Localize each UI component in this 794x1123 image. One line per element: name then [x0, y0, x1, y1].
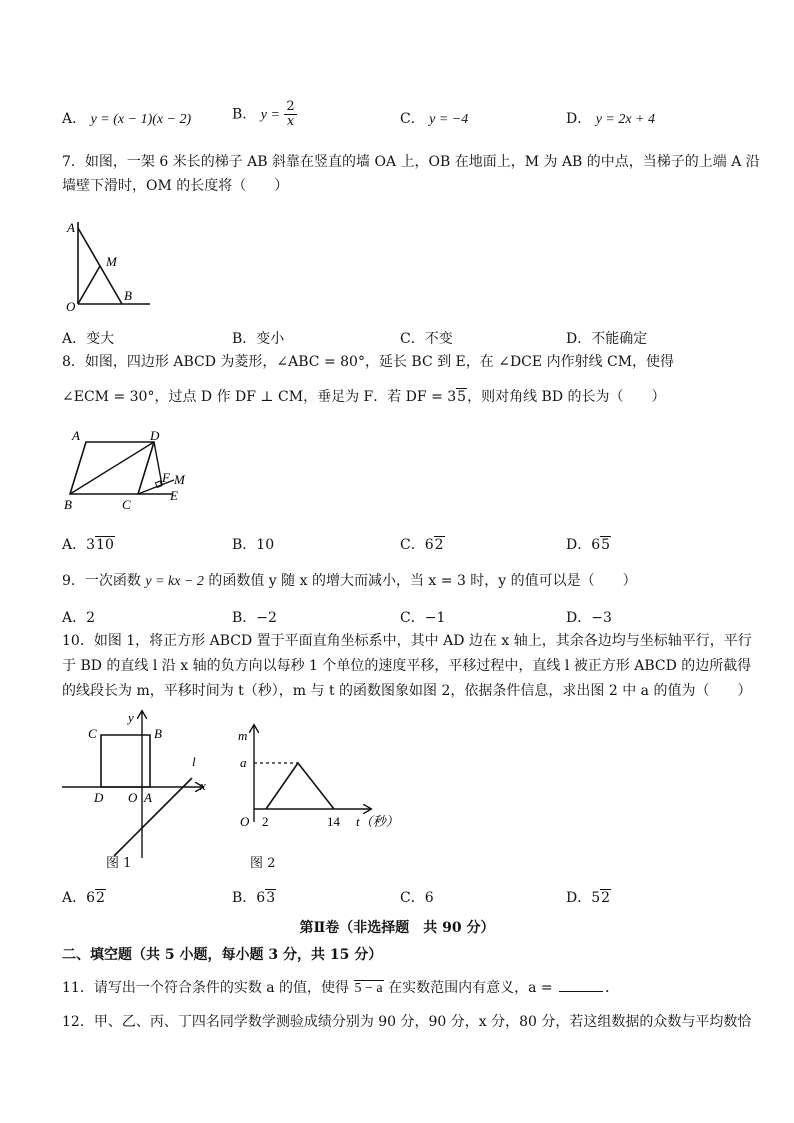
tick-label-2: 2	[262, 814, 269, 829]
coefficient: 6	[424, 537, 434, 553]
radicand: 10	[96, 537, 114, 553]
point-label-d: D	[94, 790, 104, 805]
option-math: y = −4	[429, 112, 469, 127]
option-label: C．	[400, 111, 425, 127]
value-label-a: a	[240, 755, 247, 770]
point-label-c: C	[122, 497, 131, 512]
om-segment	[78, 266, 100, 304]
point-label-b: B	[64, 497, 72, 512]
q8-stem-part: ，则对角线 BD 的长为（ ）	[467, 389, 666, 405]
answer-blank[interactable]	[559, 979, 603, 992]
q10-figure1	[62, 708, 218, 872]
option-label: D．	[566, 111, 592, 127]
coefficient: 5	[591, 890, 601, 906]
q10-stem-line1: 10．如图 1，将正方形 ABCD 置于平面直角坐标系中，其中 AD 边在 x 轴上，其余各边均与坐标轴平行，平行	[62, 633, 752, 649]
q6-option-a	[62, 108, 191, 128]
point-label-m: M	[174, 472, 185, 487]
option-label: D．	[566, 537, 592, 553]
option-label: A．	[62, 890, 87, 906]
option-math: y =	[260, 107, 280, 123]
point-label-e: E	[170, 488, 178, 503]
option-label: B．	[232, 890, 257, 906]
radicand: 5	[457, 389, 467, 405]
radicand: 2	[434, 537, 444, 553]
radicand: 3	[266, 890, 276, 906]
line-label-l: l	[192, 754, 196, 769]
q10-figure2	[230, 722, 410, 834]
q11-stem-part: ．	[605, 980, 620, 996]
q7-option-d: D．不能确定	[566, 331, 648, 347]
option-label: B．	[232, 106, 257, 123]
q11-stem	[62, 978, 619, 999]
q8-stem-line1: 8．如图，四边形 ABCD 为菱形，∠ABC = 80°，延长 BC 到 E，在 ∠DCE 内作射线 CM，使得	[62, 354, 675, 370]
q7-figure	[62, 214, 162, 318]
q8-figure	[62, 424, 202, 516]
point-label-o: O	[66, 299, 76, 314]
q11-stem-part: 11．请写出一个符合条件的实数 a 的值，使得	[62, 980, 354, 996]
q11-stem-part: 在实数范围内有意义，a =	[383, 980, 558, 996]
q9-stem	[62, 571, 637, 592]
fraction-numerator: 2	[286, 99, 295, 114]
q8-option-b: B．10	[232, 537, 275, 553]
coefficient: 6	[591, 537, 601, 553]
option-label: A．	[62, 537, 87, 553]
point-label-b: B	[124, 288, 132, 303]
q10-option-b	[232, 887, 276, 907]
fraction	[284, 100, 296, 129]
origin-label: O	[240, 814, 250, 829]
q7-option-a: A．变大	[62, 331, 115, 347]
q7-option-c: C．不变	[400, 331, 453, 347]
diagonal-bd	[70, 442, 154, 494]
coefficient: 3	[86, 537, 96, 553]
figure1-caption: 图 1	[106, 856, 132, 871]
q9-option-c: C．−1	[400, 610, 446, 626]
coefficient: 6	[256, 890, 266, 906]
q6-option-c	[400, 108, 468, 128]
point-label-c: C	[88, 726, 97, 741]
q10-stem-line2: 于 BD 的直线 l 沿 x 轴的负方向以每秒 1 个单位的速度平移，平移过程中，直线 l 被正方形 ABCD 的边所截得	[62, 658, 752, 674]
q8-option-a	[62, 534, 115, 554]
q10-option-d	[566, 887, 611, 907]
radicand: 2	[96, 890, 105, 906]
coefficient: 6	[86, 890, 96, 906]
q10-option-a	[62, 887, 106, 907]
axis-label-m: m	[238, 728, 248, 743]
right-angle-mark	[155, 481, 161, 487]
section-title: 第Ⅱ卷（非选择题 共 90 分）	[299, 920, 495, 936]
axis-label-x: x	[200, 778, 206, 793]
point-label-a: A	[72, 428, 80, 443]
option-math: y = 2x + 4	[595, 112, 656, 127]
point-label-o: O	[128, 790, 138, 805]
q8-stem-line2	[62, 387, 666, 407]
option-label: D．	[566, 890, 592, 906]
point-label-f: F	[162, 470, 170, 485]
point-label-a: A	[144, 790, 152, 805]
q6-option-b	[232, 100, 297, 129]
fraction-denominator: x	[286, 114, 295, 129]
q7-option-b: B．变小	[232, 331, 285, 347]
figure2-caption: 图 2	[250, 856, 276, 871]
axis-label-t: t（秒）	[356, 814, 399, 829]
q9-stem-part: 9．一次函数	[62, 573, 146, 589]
option-label: A．	[62, 111, 87, 127]
point-label-a: A	[67, 220, 75, 235]
point-label-b: B	[154, 726, 162, 741]
point-label-d: D	[150, 428, 160, 443]
q6-option-d	[566, 108, 655, 128]
fill-in-heading: 二、填空题（共 5 小题，每小题 3 分，共 15 分）	[62, 947, 383, 963]
q10-stem-line3: 的线段长为 m，平移时间为 t（秒），m 与 t 的函数图象如图 2，依据条件信息，求出图 2 中 a 的值为（ ）	[62, 683, 752, 699]
q7-stem-line2: 墙壁下滑时，OM 的长度将（ ）	[62, 178, 289, 194]
q8-option-c	[400, 534, 445, 554]
q9-stem-part: 的函数值 y 随 x 的增大而减小，当 x = 3 时，y 的值可以是（ ）	[203, 573, 637, 589]
q9-function: y = kx − 2	[145, 574, 204, 589]
q12-stem-line1: 12．甲、乙、丙、丁四名同学数学测验成绩分别为 90 分，90 分，x 分，80 分，若这组数据的众数与平均数恰	[62, 1014, 752, 1030]
axis-label-y: y	[128, 710, 134, 725]
m-t-graph	[266, 763, 334, 809]
q7-stem-line1: 7．如图，一架 6 米长的梯子 AB 斜靠在竖直的墙 OA 上，OB 在地面上，M 为 AB 的中点，当梯子的上端 A 沿	[62, 154, 760, 170]
perpendicular-df	[154, 442, 162, 485]
option-math: y = (x − 1)(x − 2)	[90, 112, 192, 127]
q8-option-d	[566, 534, 611, 554]
point-label-m: M	[106, 254, 117, 269]
q9-option-d: D．−3	[566, 610, 612, 626]
q9-option-b: B．−2	[232, 610, 277, 626]
radicand: 2	[601, 890, 611, 906]
tick-label-14: 14	[327, 814, 340, 829]
radicand: 5 − a	[354, 981, 383, 996]
option-label: C．	[400, 537, 425, 553]
q10-option-c: C．6	[400, 890, 434, 906]
radicand: 5	[601, 537, 611, 553]
q8-stem-part: ∠ECM = 30°，过点 D 作 DF ⊥ CM，垂足为 F．若 DF = 3	[62, 389, 457, 405]
q9-option-a: A．2	[62, 610, 96, 626]
line-l	[114, 778, 192, 856]
